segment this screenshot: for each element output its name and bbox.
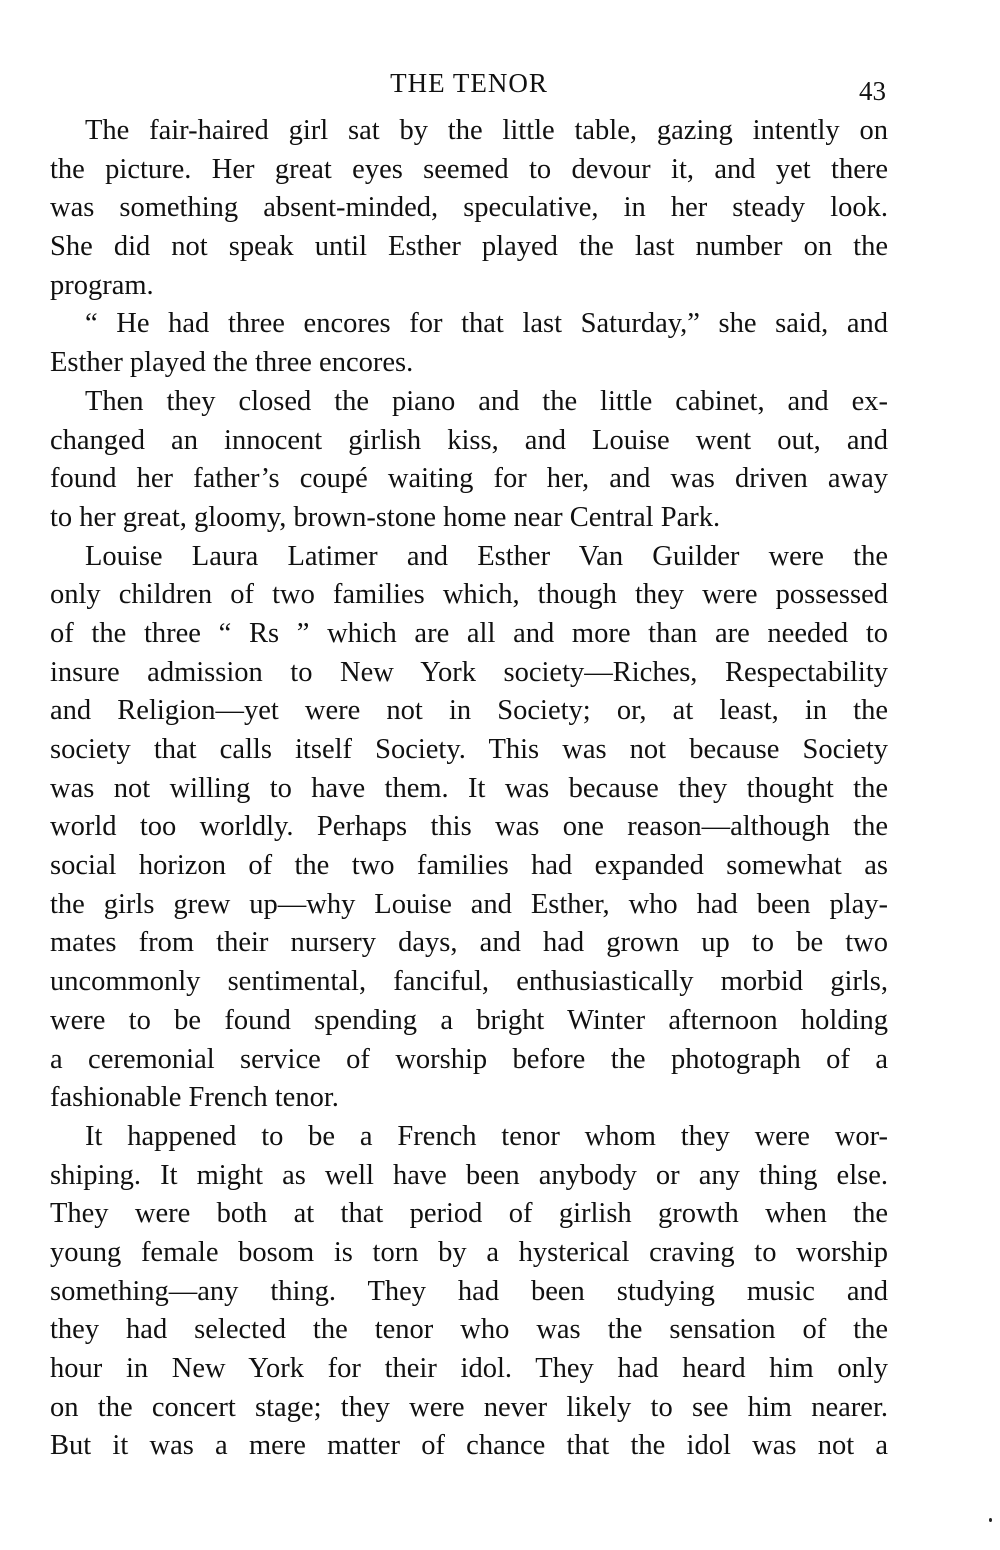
text-line: the girls grew up—why Louise and Esther, who had been play-: [50, 888, 888, 920]
text-line: hour in New York for their idol. They had heard him only: [50, 1353, 888, 1384]
text-line: “ He had three encores for that last Saturday,” she said, and: [85, 308, 888, 340]
text-line: They were both at that period of girlish growth when the: [50, 1198, 888, 1230]
text-line: Then they closed the piano and the little cabinet, and ex-: [85, 385, 888, 417]
text-line: something—any thing. They had been studying music and: [50, 1275, 888, 1307]
running-title: THE TENOR: [390, 68, 548, 98]
body-text: [50, 112, 888, 1466]
text-line: world too worldly. Perhaps this was one reason—although the: [50, 811, 888, 843]
text-line: But it was a mere matter of chance that the idol was not a: [50, 1430, 888, 1462]
text-line: was something absent-minded, speculative, in her steady look.: [50, 192, 888, 224]
text-line: on the concert stage; they were never likely to see him nearer.: [50, 1391, 888, 1423]
page-number: 43: [859, 76, 886, 106]
text-line: insure admission to New York society—Riches, Respectability: [50, 656, 888, 688]
text-line: the picture. Her great eyes seemed to devour it, and yet there: [50, 153, 888, 185]
text-line: only children of two families which, though they were possessed: [50, 579, 888, 611]
text-line: found her father’s coupé waiting for her, and was driven away: [50, 463, 888, 495]
book-page: [50, 62, 888, 1466]
text-line: young female bosom is torn by a hysterical craving to worship: [50, 1236, 888, 1268]
text-line: fashionable French tenor.: [50, 1082, 339, 1114]
text-line: of the three “ Rs ” which are all and more than are needed to: [50, 617, 888, 649]
text-line: She did not speak until Esther played the last number on the: [50, 231, 888, 263]
text-line: were to be found spending a bright Winter afternoon holding: [50, 1004, 888, 1036]
text-line: Louise Laura Latimer and Esther Van Guilder were the: [85, 540, 888, 572]
text-line: mates from their nursery days, and had grown up to be two: [50, 927, 888, 959]
text-line: It happened to be a French tenor whom they were wor-: [85, 1120, 888, 1152]
text-line: social horizon of the two families had expanded somewhat as: [50, 850, 888, 882]
text-line: society that calls itself Society. This was not because Society: [50, 734, 888, 765]
text-line: changed an innocent girlish kiss, and Louise went out, and: [50, 424, 888, 456]
text-line: they had selected the tenor who was the sensation of the: [50, 1314, 888, 1346]
text-line: and Religion—yet were not in Society; or, at least, in the: [50, 695, 888, 727]
text-line: to her great, gloomy, brown-stone home near Central Park.: [50, 501, 721, 533]
scan-speck: [989, 1518, 992, 1522]
running-head: [50, 62, 888, 112]
text-line: a ceremonial service of worship before the photograph of a: [50, 1043, 888, 1075]
text-line: was not willing to have them. It was because they thought the: [50, 772, 888, 804]
text-line: The fair-haired girl sat by the little table, gazing intently on: [85, 115, 888, 146]
text-line: shiping. It might as well have been anybody or any thing else.: [50, 1159, 888, 1191]
text-line: uncommonly sentimental, fanciful, enthusiastically morbid girls,: [50, 966, 888, 998]
text-line: Esther played the three encores.: [50, 347, 414, 379]
text-line: program.: [50, 269, 154, 301]
